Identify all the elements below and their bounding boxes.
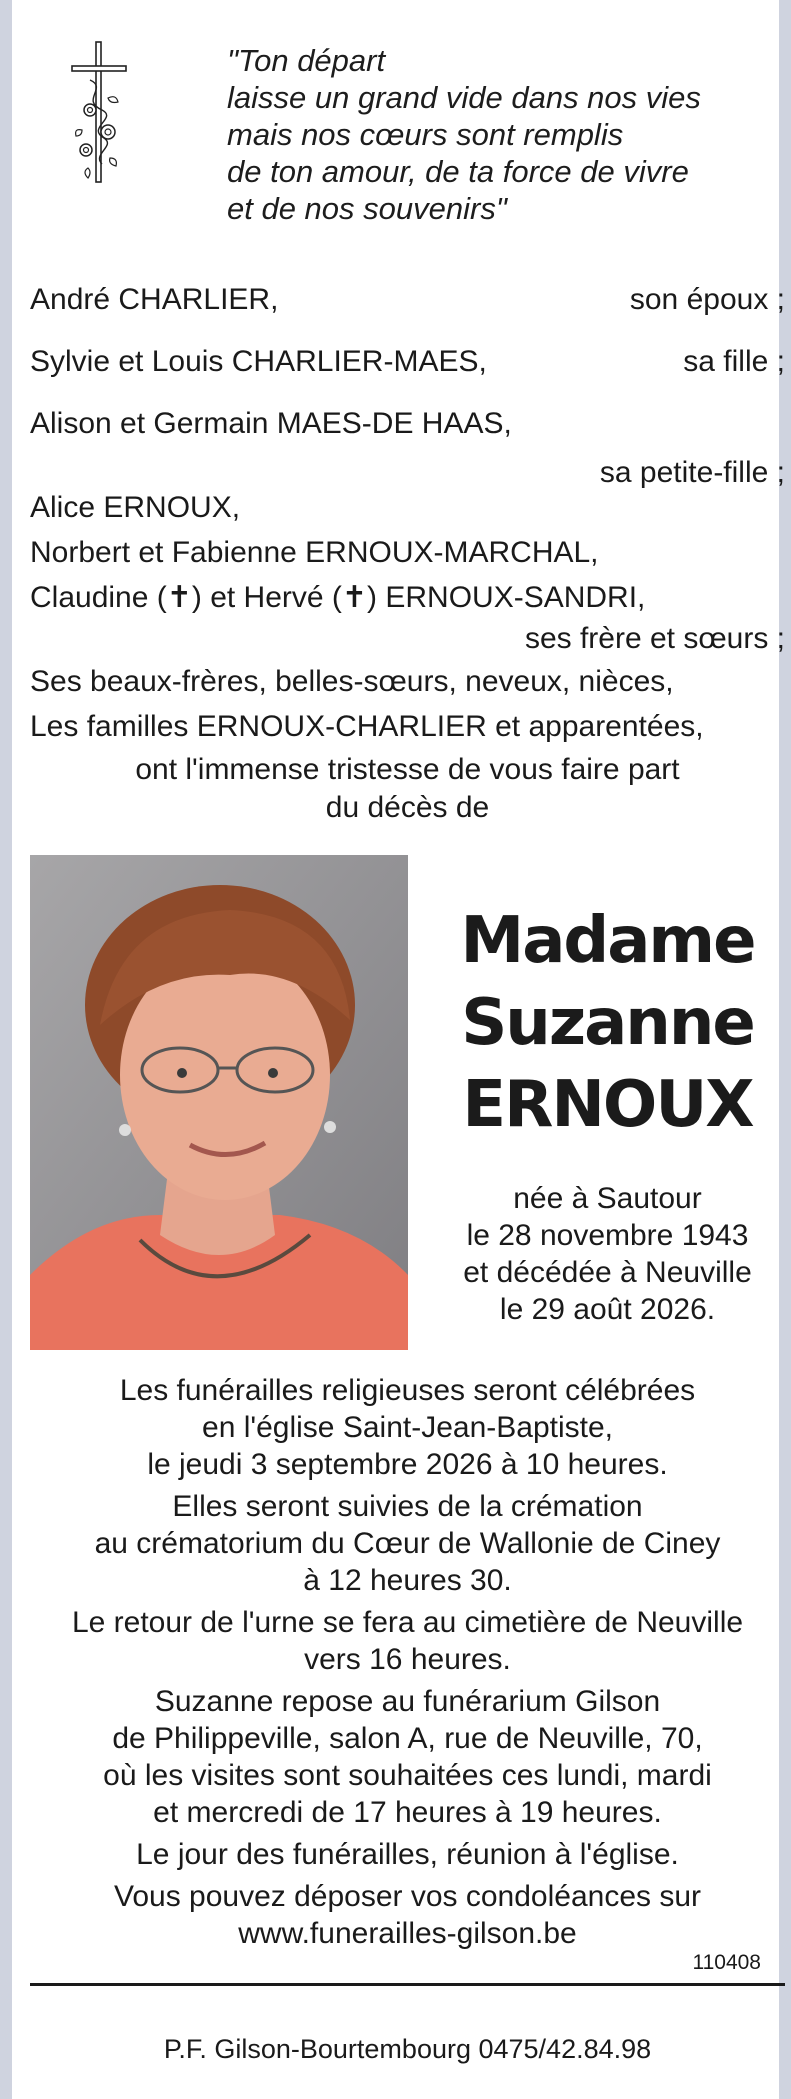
sibling-name: Alice ERNOUX,	[30, 491, 241, 524]
detail-line: Le retour de l'urne se fera au cimetière de Neuville	[71, 1606, 744, 1639]
announcement-line: ont l'immense tristesse de vous faire part	[135, 753, 680, 786]
funeral-home-contact: P.F. Gilson-Bourtembourg 0475/42.84.98	[163, 2034, 652, 2064]
memorial-quote	[227, 42, 701, 227]
obituary-content	[30, 0, 785, 2099]
quote-line: laisse un grand vide dans nos vies	[227, 80, 701, 115]
spouse-role: son époux ;	[629, 283, 785, 316]
condolences-website: www.funerailles-gilson.be	[238, 1917, 577, 1950]
detail-line: Vous pouvez déposer vos condoléances sur	[113, 1880, 702, 1913]
detail-line: de Philippeville, salon A, rue de Neuville, 70,	[112, 1722, 703, 1755]
detail-line: en l'église Saint-Jean-Baptiste,	[202, 1411, 613, 1444]
daughter-name: Sylvie et Louis CHARLIER-MAES,	[30, 345, 487, 378]
daughter-role: sa fille ;	[683, 345, 785, 378]
divider	[30, 1983, 785, 1986]
reference-number: 110408	[692, 1951, 761, 1974]
deceased-first-name: Suzanne	[461, 986, 754, 1060]
deceased-title: Madame	[460, 904, 755, 978]
detail-line: Suzanne repose au funérarium Gilson	[154, 1685, 661, 1718]
quote-line: de ton amour, de ta force de vivre	[227, 154, 689, 189]
granddaughter-name: Alison et Germain MAES-DE HAAS,	[30, 407, 512, 440]
portrait-photo	[30, 855, 408, 1350]
detail-line: le jeudi 3 septembre 2026 à 10 heures.	[147, 1448, 668, 1481]
extended-family: Les familles ERNOUX-CHARLIER et apparentées,	[30, 710, 704, 743]
deceased-name	[430, 900, 785, 1146]
cross-with-roses-icon	[68, 40, 130, 186]
quote-line: et de nos souvenirs"	[227, 191, 507, 226]
sibling-name: Norbert et Fabienne ERNOUX-MARCHAL,	[30, 536, 599, 569]
quote-line: mais nos cœurs sont remplis	[227, 117, 624, 152]
quote-line: "Ton départ	[227, 43, 386, 78]
detail-line: à 12 heures 30.	[303, 1564, 512, 1597]
announcement-line: du décès de	[325, 791, 490, 824]
detail-line: Le jour des funérailles, réunion à l'église.	[136, 1838, 679, 1871]
birth-death-line: née à Sautour	[513, 1182, 702, 1215]
funeral-details	[30, 1372, 785, 1952]
detail-line: et mercredi de 17 heures à 19 heures.	[153, 1796, 662, 1829]
birth-death-line: le 28 novembre 1943	[466, 1219, 749, 1252]
deceased-last-name: ERNOUX	[462, 1068, 753, 1142]
birth-death-line: et décédée à Neuville	[463, 1256, 752, 1289]
spouse-name: André CHARLIER,	[30, 283, 279, 316]
detail-line: où les visites sont souhaitées ces lundi, mardi	[103, 1759, 712, 1792]
extended-family: Ses beaux-frères, belles-sœurs, neveux, nièces,	[30, 665, 674, 698]
birth-death-details	[430, 1180, 785, 1328]
birth-death-line: le 29 août 2026.	[499, 1293, 716, 1326]
sibling-name: Claudine (✝) et Hervé (✝) ERNOUX-SANDRI,	[30, 581, 646, 614]
detail-line: vers 16 heures.	[304, 1643, 511, 1676]
granddaughter-role: sa petite-fille ;	[599, 456, 785, 489]
detail-line: Les funérailles religieuses seront célébrées	[119, 1374, 696, 1407]
detail-line: Elles seront suivies de la crémation	[172, 1490, 643, 1523]
detail-line: au crématorium du Cœur de Wallonie de Ciney	[94, 1527, 721, 1560]
siblings-role: ses frère et sœurs ;	[524, 622, 785, 655]
